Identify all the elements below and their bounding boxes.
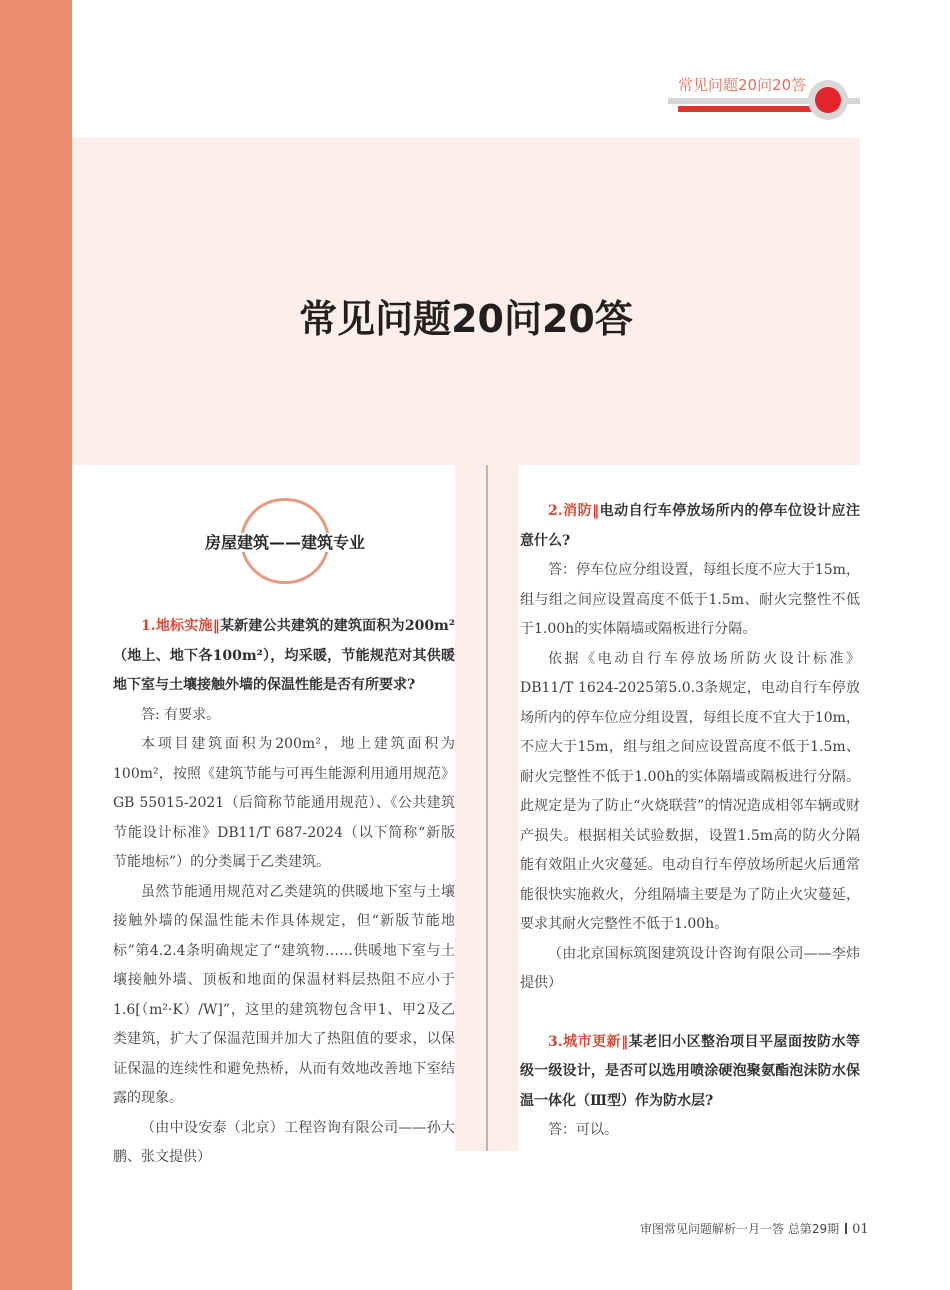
- question-2: [520, 497, 860, 556]
- question-1-text: 某新建公共建筑的建筑面积为200m²（地上、地下各100m²），均采暖，节能规范对其供暖地下室与土壤接触外墙的保温性能是否有所要求?: [113, 618, 455, 693]
- right-column: [520, 497, 860, 1146]
- answer-1-paragraph-1: 本项目建筑面积为200m²，地上建筑面积为100m²，按照《建筑节能与可再生能源利用通用规范》GB 55015-2021（后简称节能通用规范）、《公共建筑节能设计标准》DB11/T 687-2024（以下简称“新版节能地标”）的分类属于乙类建筑。: [113, 736, 455, 870]
- answer-3: 答：可以。: [548, 1122, 618, 1138]
- badge-red-line: [678, 106, 816, 112]
- badge-grey-line: [668, 98, 818, 104]
- page-footer: [640, 1220, 869, 1237]
- answer-1-paragraph-2: 虽然节能通用规范对乙类建筑的供暖地下室与土壤接触外墙的保温性能未作具体规定，但“新版节能地标”第4.2.4条明确规定了“建筑物……供暖地下室与土壤接触外墙、顶板和地面的保温材料层热阻不应小于1.6[（m²·K）/W]”，这里的建筑物包含甲1、甲2及乙类建筑，扩大了保温范围并加大了热阻值的要求，以保证保温的连续性和避免热桥，从而有效地改善地下室结露的现象。: [113, 883, 455, 1106]
- badge-red-dot-icon: [815, 87, 841, 113]
- footer-publication: 审图常见问题解析一月一答: [640, 1222, 785, 1236]
- page-title: 常见问题20问20答: [299, 297, 633, 341]
- answer-2: 答：停车位应分组设置，每组长度不应大于15m，组与组之间应设置高度不低于1.5m、耐火完整性不低于1.00h的实体隔墙或隔板进行分隔。: [520, 562, 860, 637]
- page-number: 01: [852, 1222, 869, 1237]
- answer-2-credit: （由北京国标筑图建筑设计咨询有限公司——李炜提供）: [520, 945, 860, 991]
- column-divider: [486, 465, 488, 1151]
- question-2-number: 2.消防: [548, 503, 593, 519]
- left-decorative-bar: [0, 0, 72, 1290]
- question-1-number: 1.地标实施: [141, 618, 213, 634]
- question-2-text: 电动自行车停放场所内的停车位设计应注意什么?: [520, 503, 861, 549]
- section-title: 房屋建筑——建筑专业: [204, 533, 365, 552]
- question-separator: ‖: [621, 1033, 629, 1050]
- question-separator: ‖: [592, 503, 600, 519]
- footer-separator: [845, 1223, 847, 1234]
- answer-2-paragraph-1: 依据《电动自行车停放场所防火设计标准》DB11/T 1624-2025第5.0.3条规定，电动自行车停放场所内的停车位应分组设置，每组长度不宜大于10m，不应大于15m，组与组之间应设置高度不低于1.5m、耐火完整性不低于1.00h的实体隔墙或隔板进行分隔。此规定是为了防止“火烧联营”的情况造成相邻车辆或财产损失。根据相关试验数据，设置1.5m高的防火分隔能有效阻止火灾蔓延。电动自行车停放场所起火后通常能很快实施救火，分组隔墙主要是为了防止火灾蔓延，要求其耐火完整性不低于1.00h。: [520, 650, 860, 932]
- question-1: [113, 612, 455, 701]
- footer-issue: 总第29期: [787, 1222, 840, 1236]
- question-3-number: 3.城市更新: [548, 1033, 622, 1050]
- section-header: [195, 498, 375, 584]
- question-separator: ‖: [212, 618, 220, 634]
- header-badge-text: 常见问题20问20答: [678, 76, 807, 94]
- left-column: [113, 612, 455, 1173]
- question-3-text: 某老旧小区整治项目平屋面按防水等级一级设计，是否可以选用喷涂硬泡聚氨酯泡沫防水保温一体化（Ⅲ型）作为防水层?: [520, 1033, 860, 1109]
- spacer: [520, 999, 860, 1028]
- hero-banner: [72, 138, 860, 465]
- answer-1: 答: 有要求。: [141, 706, 221, 723]
- question-3: [520, 1028, 860, 1117]
- answer-1-credit: （由中设安泰（北京）工程咨询有限公司——孙大鹏、张文提供）: [113, 1119, 455, 1165]
- header-badge: [660, 70, 865, 120]
